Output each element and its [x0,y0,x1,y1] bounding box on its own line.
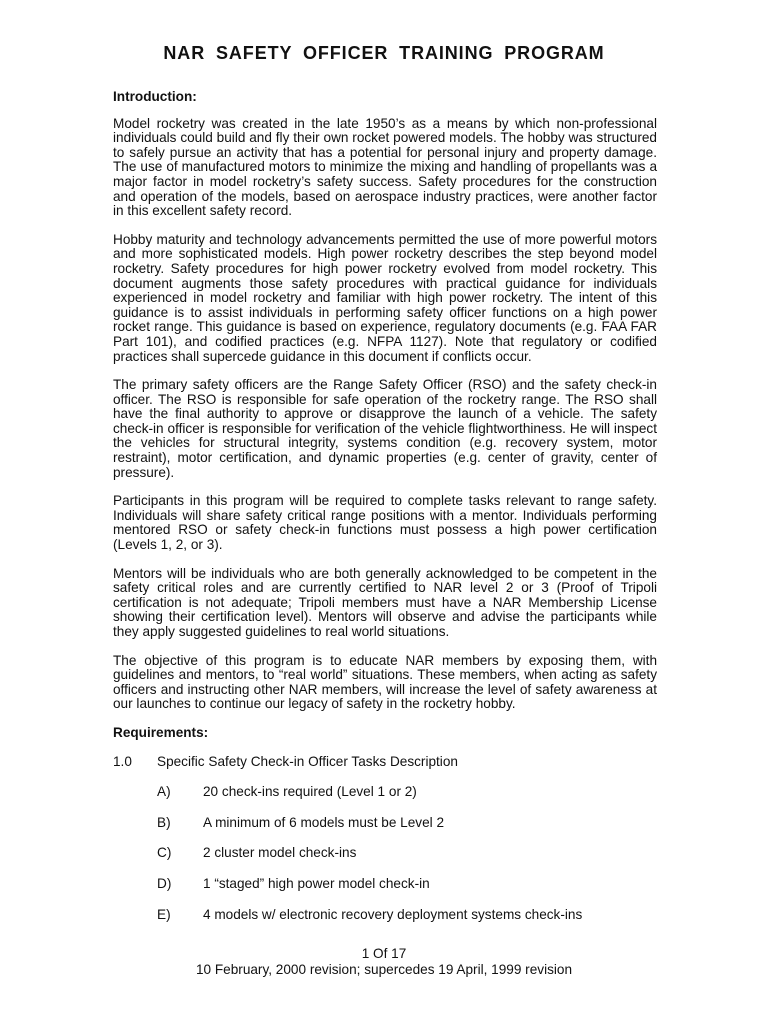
requirement-number: 1.0 [113,753,132,769]
task-label: A) [157,784,171,800]
paragraph: Model rocketry was created in the late 1950’s as a means by which non-professional individuals could build and fly their own rocket powered models. The hobby was structured to safely pursue an activity that has a potential for personal injury and property damage. The use of manufactured motors to minimize the mixing and handling of propellants was a major factor in model rocketry’s safety success. Safety procedures for the construction and operation of the models, based on aerospace industry practices, were another factor in this excellent safety record. [113,115,657,219]
page-number: 1 Of 17 [361,946,407,961]
paragraph: Participants in this program will be required to complete tasks relevant to range safety. Individuals will share safety critical range positions with a mentor. Individuals performing mentored RSO or safety check-in functions must possess a high power certification (Levels 1, 2, or 3). [113,493,657,553]
paragraph: The objective of this program is to educate NAR members by exposing them, with guidelines and mentors, to “real world” situations. These members, when acting as safety officers and instructing other NAR members, will increase the level of safety awareness at our launches to continue our legacy of safety in the rocketry hobby. [113,652,657,712]
task-item [113,908,657,923]
task-item [113,846,657,861]
task-text: 1 “staged” high power model check-in [203,875,430,891]
task-label: B) [157,814,171,830]
paragraph: Hobby maturity and technology advancements permitted the use of more powerful motors and more sophisticated models. High power rocketry describes the step beyond model rocketry. Safety procedures for high power rocketry evolved from model rocketry. This document augments those safety procedures with practical guidance for individuals experienced in model rocketry and familiar with high power rocketry. The intent of this guidance is to assist individuals in performing safety officer functions on a high power rocket range. This guidance is based on experience, regulatory documents (e.g. FAA FAR Part 101), and codified practices (e.g. NFPA 1127). Note that regulatory or codified practices shall supercede guidance in this document if conflicts occur. [113,231,657,364]
page-title: NAR SAFETY OFFICER TRAINING PROGRAM [163,43,605,63]
task-item [113,816,657,831]
task-label: C) [157,845,172,861]
introduction-heading: Introduction: [113,89,197,104]
task-label: D) [157,875,172,891]
task-text: A minimum of 6 models must be Level 2 [203,814,445,830]
requirement-item [113,755,657,770]
task-text: 20 check-ins required (Level 1 or 2) [203,784,417,800]
paragraph: The primary safety officers are the Range Safety Officer (RSO) and the safety check-in officer. The RSO is responsible for safe operation of the rocketry range. The RSO shall have the final authority to approve or disapprove the launch of a vehicle. The safety check-in officer is responsible for verification of the vehicle flightworthiness. He will inspect the vehicles for structural integrity, systems condition (e.g. recovery system, motor restraint), motor certification, and dynamic properties (e.g. center of gravity, center of pressure). [113,377,657,480]
page-footer [0,946,768,978]
requirements-heading: Requirements: [113,724,209,740]
task-item [113,877,657,892]
task-text: 4 models w/ electronic recovery deployment systems check-ins [203,906,583,922]
document-body [113,90,657,938]
requirement-title: Specific Safety Check-in Officer Tasks Description [157,753,458,769]
revision-note: 10 February, 2000 revision; supercedes 19 April, 1999 revision [195,962,573,977]
task-label: E) [157,906,171,922]
task-text: 2 cluster model check-ins [203,845,357,861]
paragraph: Mentors will be individuals who are both generally acknowledged to be competent in the safety critical roles and are currently certified to NAR level 2 or 3 (Proof of Tripoli certification is not adequate; Tripoli members must have a NAR Membership License showing their certification level). Mentors will observe and advise the participants while they apply suggested guidelines to real world situations. [113,565,657,639]
task-item [113,785,657,800]
